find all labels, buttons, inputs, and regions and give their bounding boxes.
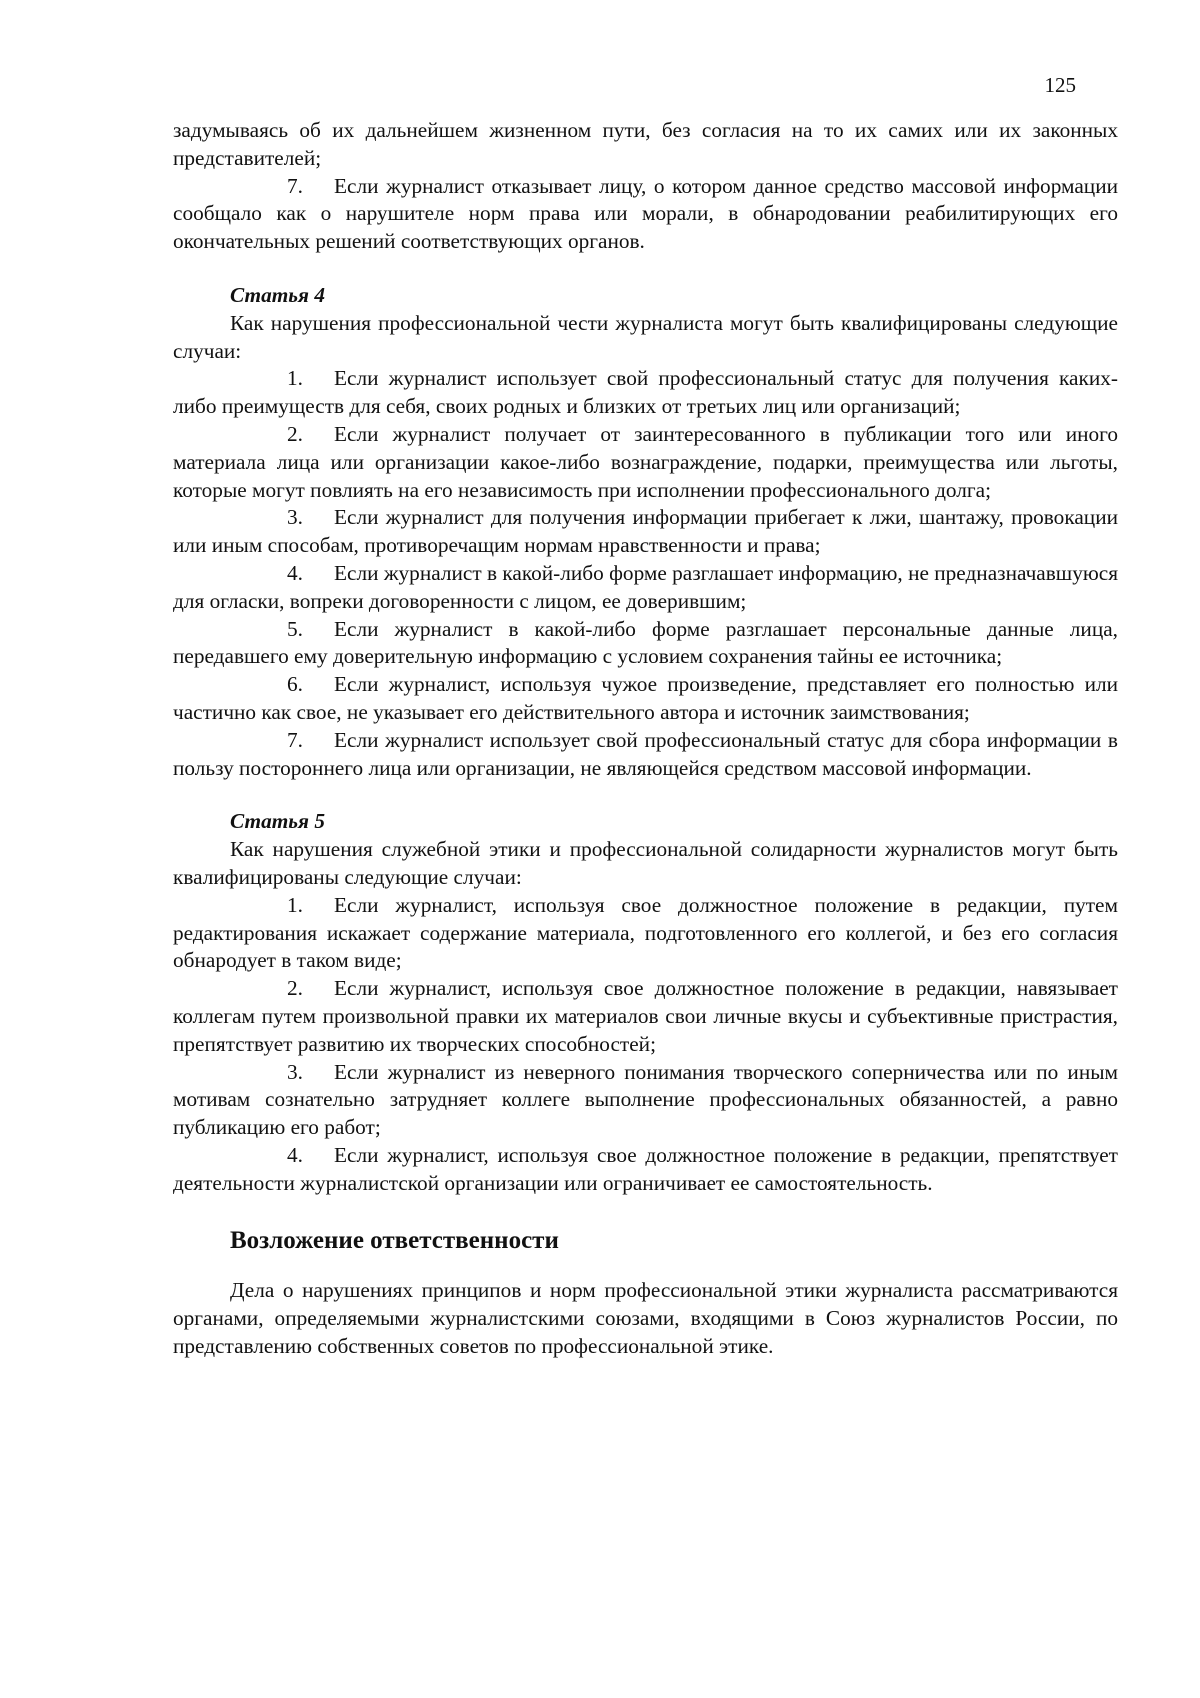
item-text: Если журналист использует свой профессиональный статус для получения каких-либо преимуществ для себя, своих родных и близких от третьих лиц или организаций;: [173, 366, 1118, 419]
item-text: Если журналист, используя чужое произведение, представляет его полностью или частично как свое, не указывает его действительного автора и источник заимствования;: [173, 672, 1118, 724]
section-paragraph: Дела о нарушениях принципов и норм профессиональной этики журналиста рассматриваются органами, определяемыми журналистскими союзами, входящими в Союз журналистов России, по представлению собственных советов по профессиональной этике.: [173, 1278, 1118, 1359]
item-text: Если журналист для получения информации прибегает к лжи, шантажу, провокации или иным способам, противоречащим нормам нравственности и права;: [173, 505, 1118, 558]
article-4-item: [173, 365, 1118, 421]
article-4-item: [173, 560, 1118, 616]
item-number: 1.: [287, 366, 303, 391]
item-text: Если журналист использует свой профессиональный статус для сбора информации в пользу постороннего лица или организации, не являющейся средством массовой информации.: [173, 727, 1118, 780]
article-5-item: [173, 1142, 1118, 1198]
item-number: 1.: [287, 892, 303, 917]
article-4-lead: Как нарушения профессиональной чести журналиста могут быть квалифицированы следующие случаи:: [173, 310, 1118, 363]
item-number: 5.: [287, 616, 303, 641]
article-4-item: [173, 504, 1118, 560]
item-number: 4.: [287, 1142, 303, 1167]
item-number: 6.: [287, 672, 303, 697]
page-content: [173, 117, 1118, 1361]
item-number: 3.: [287, 1059, 303, 1084]
article-5-item: [173, 975, 1118, 1058]
item-number: 7.: [287, 727, 303, 752]
article-4-item: [173, 727, 1118, 783]
item-number: 2.: [287, 421, 303, 446]
intro-item-7: [173, 173, 1118, 256]
item-text: Если журналист получает от заинтересованного в публикации того или иного материала лица или организации какое-либо вознаграждение, подарки, преимущества или льготы, которые могут повлиять на его независимость при исполнении профессионального долга;: [173, 421, 1118, 502]
item-text: Если журналист, используя свое должностное положение в редакции, препятствует деятельности журналистской организации или ограничивает ее самостоятельность.: [173, 1142, 1118, 1195]
article-4-item: [173, 671, 1118, 727]
item-text: Если журналист отказывает лицу, о котором данное средство массовой информации сообщало как о нарушителе норм права или морали, в обнародовании реабилитирующих его окончательных решений соответствующих органов.: [173, 173, 1118, 254]
item-text: Если журналист в какой-либо форме разглашает персональные данные лица, передавшего ему доверительную информацию с условием сохранения тайны ее источника;: [173, 616, 1118, 669]
article-5-title: Статья 5: [230, 809, 325, 834]
item-text: Если журналист, используя свое должностное положение в редакции, навязывает коллегам путем произвольной правки их материалов свои личные вкусы и субъективные пристрастия, препятствует развитию их творческих способностей;: [173, 976, 1118, 1056]
item-number: 3.: [287, 505, 303, 530]
item-text: Если журналист в какой-либо форме разглашает информацию, не предназначавшуюся для огласки, вопреки договоренности с лицом, ее доверившим;: [173, 560, 1118, 613]
page-number: 125: [1044, 73, 1076, 97]
continuation-paragraph: задумываясь об их дальнейшем жизненном пути, без согласия на то их самих или их законных представителей;: [173, 118, 1118, 170]
item-text: Если журналист из неверного понимания творческого соперничества или по иным мотивам сознательно затрудняет коллеге выполнение профессиональных обязанностей, а равно публикацию его работ;: [173, 1059, 1118, 1140]
article-5-item: [173, 1059, 1118, 1142]
article-5-lead: Как нарушения служебной этики и профессиональной солидарности журналистов могут быть квалифицированы следующие случаи:: [173, 837, 1118, 889]
section-heading: Возложение ответственности: [230, 1227, 559, 1255]
article-4-title: Статья 4: [230, 282, 325, 307]
article-4-item: [173, 421, 1118, 504]
article-5-item: [173, 892, 1118, 975]
article-4-item: [173, 616, 1118, 672]
item-text: Если журналист, используя свое должностное положение в редакции, путем редактирования искажает содержание материала, подготовленного его коллегой, и без его согласия обнародует в таком виде;: [173, 892, 1118, 973]
item-number: 7.: [287, 173, 303, 198]
item-number: 4.: [287, 560, 303, 585]
item-number: 2.: [287, 976, 303, 1001]
